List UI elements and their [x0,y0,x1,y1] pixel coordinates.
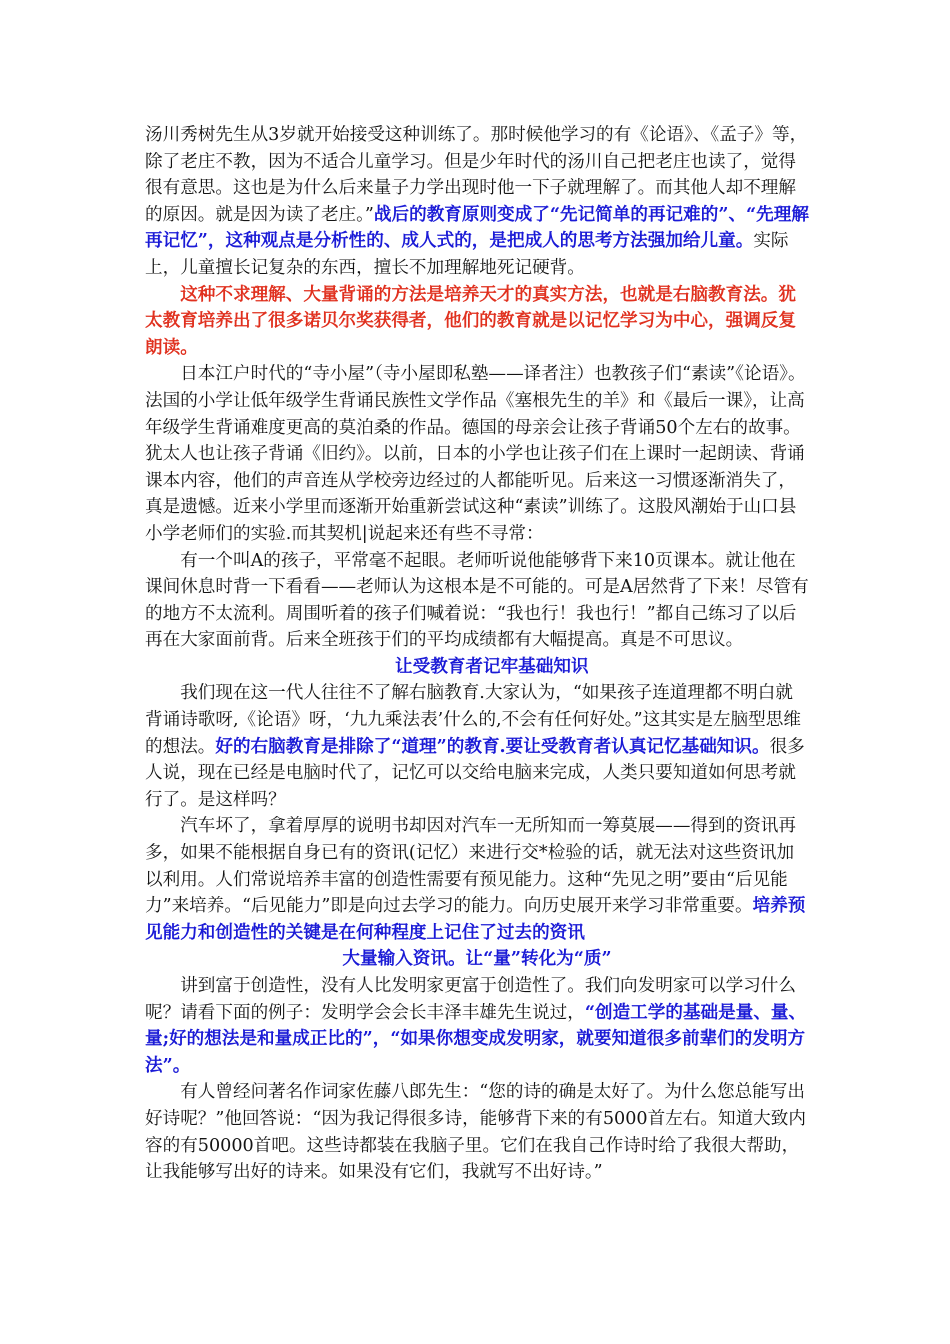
paragraph-text: 有人曾经问著名作词家佐藤八郎先生：“您的诗的确是太好了。为什么您总能写出好诗呢？”他回答说：“因为我记得很多诗，能够背下来的有5000首左右。知道大致内容的有50000首吧。这些诗都装在我脑子里。它们在我自己作诗时给了我很大帮助，让我能够写出好的诗来。如果没有它们，我就写不出好诗。” [145,1082,806,1183]
paragraph-lyricist [145,1079,809,1185]
paragraph-text: 实际上，儿童擅长记复杂的东西，擅长不加理解地死记硬背。 [145,231,789,278]
paragraph-text: 汽车坏了，拿着厚厚的说明书却因对汽车一无所知而一筹莫展——得到的资讯再多，如果不能根据自身已有的资讯(记忆）来进行交*检验的话，就无法对这些资讯加以利用。人们常说培养丰富的创造性需要有预见能力。这种“先见之明”要由“后见能力”来培养。“后见能力”即是向过去学习的能力。向历史展开来学习非常重要。 [145,816,796,917]
document-page [145,122,809,1186]
paragraph-car-manual [145,813,809,946]
paragraph-right-brain-education [145,680,809,813]
emphasis-text-blue: 好的右脑教育是排除了“道理”的教育.要让受教育者认真记忆基础知识。 [215,735,770,757]
paragraph-terakoya [145,361,809,547]
paragraph-text: 很多人说，现在已经是电脑时代了，记忆可以交给电脑来完成，人类只要知道如何思考就行了。是这样吗？ [145,736,805,810]
emphasis-text-red: 这种不求理解、大量背诵的方法是培养天才的真实方法，也就是右脑教育法。犹太教育培养出了很多诺贝尔奖获得者，他们的教育就是以记忆学习为中心，强调反复朗读。 [145,283,796,358]
paragraph-text: 有一个叫A的孩子，平常毫不起眼。老师听说他能够背下来10页课本。就让他在课间休息时背一下看看——老师认为这根本是不可能的。可是A居然背了下来！尽管有的地方不太流利。周围听着的孩子们喊着说：“我也行！我也行！”都自己练习了以后再在大家面前背。后来全班孩于们的平均成绩都有大幅提高。真是不可思议。 [145,550,809,651]
paragraph-right-brain-method [145,282,809,362]
paragraph-text: 讲到富于创造性，没有人比发明家更富于创造性了。我们向发明家可以学习什么呢？请看下面的例子：发明学会会长丰泽丰雄先生说过， [145,976,796,1023]
section-heading-quantity-quality: 大量输入资讯。让“量”转化为“质” [342,948,612,970]
emphasis-text-blue: 战后的教育原则变成了“先记简单的再记难的”、“先理解再记忆”，这种观点是分析性的、成人式的，是把成人的思考方法强加给儿童。 [145,203,809,252]
emphasis-text-blue: “创造工学的基础是量、量、量;好的想法是和量成正比的”，“如果你想变成发明家，就要知道很多前辈们的发明方法”。 [145,1001,807,1076]
paragraph-inventors [145,973,809,1079]
paragraph-text: 日本江户时代的“寺小屋”（寺小屋即私塾——译者注）也教孩子们“素读”《论语》。法国的小学让低年级学生背诵民族性文学作品《塞根先生的羊》和《最后一课》，让高年级学生背诵难度更高的莫泊桑的作品。德国的母亲会让孩子背诵50个左右的故事。犹太人也让孩子背诵《旧约》。以前，日本的小学也让孩子们在上课时一起朗读、背诵课本内容，他们的声音连从学校旁边经过的人都能听见。后来这一习惯逐渐消失了，真是遗憾。近来小学里而逐渐开始重新尝试这种“素读”训练了。这股风潮始于山口县小学老师们的实验.而其契机|说起来还有些不寻常： [145,364,806,544]
paragraph-text: 我们现在这一代人往往不了解右脑教育.大家认为，“如果孩子连道理都不明白就背诵诗歌呀,《论语》呀，‘九九乘法表’什么的,不会有任何好处。”这其实是左脑型思维的想法。 [145,683,801,757]
paragraph-yukawa [145,122,809,282]
paragraph-child-a [145,548,809,654]
paragraph-text: 汤川秀树先生从3岁就开始接受这种训练了。那时候他学习的有《论语》、《孟子》等，除了老庄不教，因为不适合儿童学习。但是少年时代的汤川自己把老庄也读了，觉得很有意思。这也是为什么后来量子力学出现时他一下子就理解了。而其他人却不理解的原因。就是因为读了老庄。” [145,125,808,225]
emphasis-text-blue: 培养预见能力和创造性的关键是在何种程度上记住了过去的资讯 [145,895,806,943]
section-heading-basic-knowledge: 让受教育者记牢基础知识 [395,655,589,677]
